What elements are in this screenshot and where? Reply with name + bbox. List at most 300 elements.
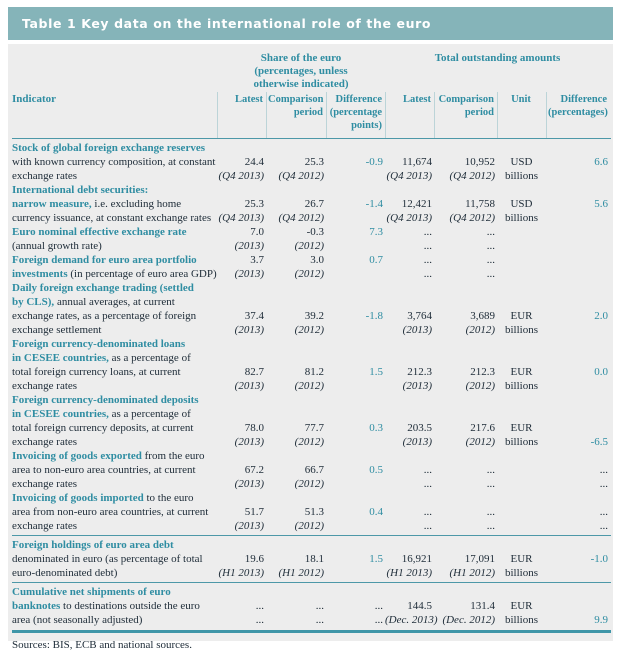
unit-cell bbox=[497, 267, 546, 281]
difference-cell: ... bbox=[599, 478, 608, 490]
indicator-cell bbox=[12, 197, 217, 211]
value-cell: 217.6 bbox=[470, 422, 495, 434]
value-cell: (2013) bbox=[234, 520, 264, 532]
unit-cell: EUR bbox=[510, 553, 533, 565]
value-cell: 11,758 bbox=[465, 198, 495, 210]
value-cell bbox=[266, 351, 326, 365]
value-cell: 144.5 bbox=[407, 600, 432, 612]
difference-cell: 7.3 bbox=[369, 226, 383, 238]
column-header-comparison-share: Comparison period bbox=[266, 92, 326, 138]
indicator-lead-text: banknotes bbox=[12, 600, 61, 612]
difference-cell bbox=[546, 351, 610, 365]
value-cell: ... bbox=[423, 520, 432, 532]
value-cell: (Dec. 2012) bbox=[442, 614, 495, 626]
value-cell bbox=[266, 407, 326, 421]
indicator-text: euro-denominated debt) bbox=[12, 567, 118, 579]
difference-cell bbox=[546, 538, 610, 552]
difference-cell bbox=[546, 295, 610, 309]
column-group-row bbox=[12, 44, 611, 91]
value-cell bbox=[266, 183, 326, 197]
value-cell bbox=[385, 141, 434, 155]
indicator-text: (in percentage of euro area GDP) bbox=[67, 268, 217, 280]
difference-cell bbox=[546, 281, 610, 295]
difference-cell: 6.6 bbox=[594, 156, 608, 168]
difference-cell bbox=[326, 435, 385, 449]
table-row bbox=[12, 225, 611, 253]
indicator-cell bbox=[12, 253, 217, 267]
table-row-line bbox=[12, 267, 611, 281]
difference-cell bbox=[326, 407, 385, 421]
indicator-lead-text: by CLS), bbox=[12, 296, 55, 308]
indicator-text: denominated in euro (as percentage of total bbox=[12, 553, 203, 565]
table-row bbox=[12, 582, 611, 627]
indicator-text: total foreign currency deposits, at current bbox=[12, 422, 194, 434]
table-row-line bbox=[12, 337, 611, 351]
indicator-cell bbox=[12, 183, 217, 197]
value-cell bbox=[434, 407, 497, 421]
difference-cell: 0.0 bbox=[594, 366, 608, 378]
indicator-cell bbox=[12, 463, 217, 477]
difference-cell bbox=[546, 169, 610, 183]
table-row bbox=[12, 449, 611, 491]
table-row-line bbox=[12, 183, 611, 197]
indicator-cell bbox=[12, 566, 217, 580]
value-cell bbox=[266, 295, 326, 309]
table-row bbox=[12, 337, 611, 393]
value-cell bbox=[385, 538, 434, 552]
value-cell: 18.1 bbox=[304, 553, 324, 565]
table-row-line bbox=[12, 197, 611, 211]
table-row-line bbox=[12, 239, 611, 253]
value-cell: ... bbox=[315, 614, 324, 626]
difference-cell: -1.8 bbox=[365, 310, 383, 322]
difference-cell: -1.4 bbox=[365, 198, 383, 210]
value-cell bbox=[266, 491, 326, 505]
indicator-text: exchange rates, as a percentage of foreign bbox=[12, 310, 197, 322]
indicator-lead-text: Foreign demand for euro area portfolio bbox=[12, 254, 197, 266]
value-cell bbox=[217, 491, 266, 505]
indicator-cell bbox=[12, 239, 217, 253]
indicator-text: exchange settlement bbox=[12, 324, 102, 336]
indicator-cell bbox=[12, 435, 217, 449]
table-row-line bbox=[12, 351, 611, 365]
table-row-line bbox=[12, 519, 611, 533]
value-cell bbox=[434, 393, 497, 407]
value-cell bbox=[385, 449, 434, 463]
unit-cell bbox=[497, 295, 546, 309]
indicator-text: exchange rates bbox=[12, 478, 78, 490]
difference-cell bbox=[546, 239, 610, 253]
indicator-lead-text: Daily foreign exchange trading (settled bbox=[12, 282, 194, 294]
column-header-difference-pp: Difference (percentage points) bbox=[326, 92, 385, 138]
column-header-comparison-outstanding: Comparison period bbox=[434, 92, 497, 138]
table-row-line bbox=[12, 538, 611, 552]
value-cell: ... bbox=[486, 268, 495, 280]
difference-cell bbox=[546, 323, 610, 337]
value-cell: (2012) bbox=[294, 436, 324, 448]
column-header-latest-share: Latest bbox=[217, 92, 266, 138]
indicator-lead-text: International debt securities: bbox=[12, 184, 149, 196]
unit-cell bbox=[497, 393, 546, 407]
column-header-indicator: Indicator bbox=[12, 93, 56, 105]
indicator-text: currency issuance, at constant exchange rates bbox=[12, 212, 212, 224]
value-cell bbox=[385, 393, 434, 407]
value-cell: (2013) bbox=[234, 436, 264, 448]
difference-cell bbox=[326, 337, 385, 351]
indicator-lead-text: in CESEE countries, bbox=[12, 352, 109, 364]
indicator-cell bbox=[12, 613, 217, 627]
value-cell: ... bbox=[255, 614, 264, 626]
value-cell: (Q4 2012) bbox=[278, 170, 324, 182]
value-cell bbox=[385, 585, 434, 599]
difference-cell bbox=[326, 585, 385, 599]
value-cell: 67.2 bbox=[244, 464, 264, 476]
value-cell: (Q4 2013) bbox=[218, 212, 264, 224]
value-cell: (2013) bbox=[234, 268, 264, 280]
value-cell: 25.3 bbox=[304, 156, 324, 168]
difference-cell bbox=[326, 538, 385, 552]
indicator-text: annual averages, at current bbox=[54, 296, 175, 308]
indicator-lead-text: Invoicing of goods exported bbox=[12, 450, 142, 462]
indicator-text: exchange rates bbox=[12, 170, 78, 182]
unit-cell: billions bbox=[504, 170, 538, 182]
group-header-share-of-euro: Share of the euro (percentages, unless otherwise indicated) bbox=[253, 52, 349, 90]
group-header-total-outstanding: Total outstanding amounts bbox=[434, 52, 561, 64]
table-row-line bbox=[12, 477, 611, 491]
value-cell bbox=[385, 491, 434, 505]
value-cell: 212.3 bbox=[470, 366, 495, 378]
unit-cell bbox=[497, 505, 546, 519]
table-row-line bbox=[12, 552, 611, 566]
indicator-cell bbox=[12, 491, 217, 505]
value-cell: (2013) bbox=[234, 324, 264, 336]
value-cell: (2012) bbox=[294, 268, 324, 280]
table-title-band bbox=[8, 7, 613, 40]
unit-cell bbox=[497, 239, 546, 253]
table-row-line bbox=[12, 435, 611, 449]
value-cell bbox=[217, 141, 266, 155]
value-cell bbox=[217, 449, 266, 463]
difference-cell bbox=[546, 491, 610, 505]
indicator-text: area from non-euro area countries, at current bbox=[12, 506, 209, 518]
value-cell bbox=[385, 351, 434, 365]
value-cell: (H1 2012) bbox=[278, 567, 324, 579]
unit-cell bbox=[497, 141, 546, 155]
value-cell: (H1 2012) bbox=[449, 567, 495, 579]
value-cell bbox=[434, 538, 497, 552]
indicator-cell bbox=[12, 281, 217, 295]
value-cell bbox=[434, 337, 497, 351]
value-cell bbox=[266, 141, 326, 155]
unit-cell bbox=[497, 225, 546, 239]
value-cell: ... bbox=[315, 600, 324, 612]
value-cell bbox=[217, 393, 266, 407]
indicator-lead-text: Foreign currency-denominated deposits bbox=[12, 394, 199, 406]
difference-cell bbox=[546, 337, 610, 351]
value-cell: 66.7 bbox=[304, 464, 324, 476]
value-cell: (2012) bbox=[294, 240, 324, 252]
value-cell: ... bbox=[423, 464, 432, 476]
difference-cell: ... bbox=[374, 600, 383, 612]
value-cell: (Q4 2013) bbox=[386, 212, 432, 224]
indicator-cell bbox=[12, 477, 217, 491]
value-cell: ... bbox=[486, 240, 495, 252]
value-cell bbox=[217, 337, 266, 351]
value-cell bbox=[266, 538, 326, 552]
value-cell bbox=[385, 407, 434, 421]
unit-cell: EUR bbox=[510, 600, 533, 612]
difference-cell bbox=[326, 211, 385, 225]
indicator-cell bbox=[12, 538, 217, 552]
value-cell: 203.5 bbox=[407, 422, 432, 434]
indicator-cell bbox=[12, 225, 217, 239]
difference-cell bbox=[546, 379, 610, 393]
indicator-text: as a percentage of bbox=[108, 408, 191, 420]
indicator-cell bbox=[12, 585, 217, 599]
unit-cell: USD bbox=[510, 156, 533, 168]
value-cell bbox=[217, 407, 266, 421]
value-cell: ... bbox=[423, 240, 432, 252]
value-cell: 3.7 bbox=[250, 254, 264, 266]
table-row-line bbox=[12, 169, 611, 183]
value-cell: (2013) bbox=[402, 380, 432, 392]
column-header-unit: Unit bbox=[497, 92, 546, 138]
value-cell bbox=[434, 585, 497, 599]
value-cell: ... bbox=[423, 254, 432, 266]
value-cell bbox=[385, 337, 434, 351]
value-cell: ... bbox=[423, 506, 432, 518]
table-row-line bbox=[12, 599, 611, 613]
table-row-line bbox=[12, 407, 611, 421]
difference-cell: 5.6 bbox=[594, 198, 608, 210]
indicator-lead-text: investments bbox=[12, 268, 68, 280]
unit-cell: EUR bbox=[510, 422, 533, 434]
value-cell bbox=[385, 295, 434, 309]
unit-cell bbox=[497, 449, 546, 463]
indicator-cell bbox=[12, 449, 217, 463]
value-cell: (2013) bbox=[234, 478, 264, 490]
value-cell: ... bbox=[255, 600, 264, 612]
value-cell: ... bbox=[486, 478, 495, 490]
difference-cell bbox=[326, 323, 385, 337]
value-cell: 82.7 bbox=[244, 366, 264, 378]
unit-cell: EUR bbox=[510, 310, 533, 322]
value-cell bbox=[434, 183, 497, 197]
indicator-text: exchange rates bbox=[12, 380, 78, 392]
table-row-line bbox=[12, 449, 611, 463]
difference-cell bbox=[546, 267, 610, 281]
value-cell: ... bbox=[423, 478, 432, 490]
difference-cell bbox=[546, 141, 610, 155]
difference-cell bbox=[326, 141, 385, 155]
value-cell: (Q4 2013) bbox=[386, 170, 432, 182]
indicator-text: total foreign currency loans, at current bbox=[12, 366, 181, 378]
value-cell: (2012) bbox=[294, 520, 324, 532]
value-cell: 24.4 bbox=[244, 156, 264, 168]
indicator-lead-text: Stock of global foreign exchange reserves bbox=[12, 142, 205, 154]
difference-cell bbox=[326, 281, 385, 295]
unit-cell bbox=[497, 281, 546, 295]
unit-cell: USD bbox=[510, 198, 533, 210]
value-cell bbox=[266, 393, 326, 407]
indicator-lead-text: Foreign holdings of euro area debt bbox=[12, 539, 174, 551]
value-cell: 19.6 bbox=[244, 553, 264, 565]
unit-cell bbox=[497, 477, 546, 491]
value-cell: ... bbox=[423, 226, 432, 238]
indicator-cell bbox=[12, 295, 217, 309]
table-row bbox=[12, 183, 611, 225]
unit-cell: billions bbox=[504, 324, 538, 336]
value-cell bbox=[385, 281, 434, 295]
indicator-lead-text: Euro nominal effective exchange rate bbox=[12, 226, 187, 238]
table-body bbox=[12, 139, 611, 627]
indicator-text: area to non-euro area countries, at current bbox=[12, 464, 196, 476]
unit-cell bbox=[497, 351, 546, 365]
value-cell: ... bbox=[486, 464, 495, 476]
unit-cell: EUR bbox=[510, 366, 533, 378]
value-cell: 26.7 bbox=[304, 198, 324, 210]
table-row bbox=[12, 141, 611, 183]
table-row bbox=[12, 281, 611, 337]
indicator-text: to the euro bbox=[143, 492, 194, 504]
indicator-text: to destinations outside the euro bbox=[60, 600, 200, 612]
table-row bbox=[12, 491, 611, 533]
unit-cell: billions bbox=[504, 380, 538, 392]
value-cell: 10,952 bbox=[464, 156, 495, 168]
table-footer bbox=[12, 630, 611, 651]
difference-cell: 0.5 bbox=[369, 464, 383, 476]
value-cell: (H1 2013) bbox=[386, 567, 432, 579]
table-row-line bbox=[12, 323, 611, 337]
difference-cell bbox=[326, 169, 385, 183]
sources-note: Sources: BIS, ECB and national sources. bbox=[12, 639, 192, 651]
value-cell: 39.2 bbox=[304, 310, 324, 322]
unit-cell bbox=[497, 463, 546, 477]
table-row-line bbox=[12, 505, 611, 519]
value-cell: 3,689 bbox=[470, 310, 495, 322]
unit-cell bbox=[497, 253, 546, 267]
value-cell bbox=[217, 295, 266, 309]
value-cell: (Dec. 2013) bbox=[385, 614, 438, 626]
indicator-text: i.e. excluding home bbox=[91, 198, 182, 210]
indicator-cell bbox=[12, 267, 217, 281]
difference-cell: -6.5 bbox=[590, 436, 608, 448]
difference-cell: 1.5 bbox=[369, 366, 383, 378]
value-cell: 12,421 bbox=[401, 198, 432, 210]
indicator-cell bbox=[12, 421, 217, 435]
difference-cell: 2.0 bbox=[594, 310, 608, 322]
difference-cell bbox=[546, 393, 610, 407]
value-cell: 3.0 bbox=[310, 254, 324, 266]
value-cell: 11,674 bbox=[402, 156, 432, 168]
value-cell: ... bbox=[423, 268, 432, 280]
table-row-line bbox=[12, 379, 611, 393]
indicator-lead-text: narrow measure, bbox=[12, 198, 92, 210]
unit-cell bbox=[497, 183, 546, 197]
unit-cell bbox=[497, 519, 546, 533]
value-cell: 77.7 bbox=[304, 422, 324, 434]
unit-cell bbox=[497, 538, 546, 552]
table-row-line bbox=[12, 309, 611, 323]
difference-cell bbox=[546, 407, 610, 421]
value-cell: 37.4 bbox=[244, 310, 264, 322]
indicator-text: exchange rates bbox=[12, 436, 78, 448]
table-row-line bbox=[12, 225, 611, 239]
difference-cell bbox=[326, 566, 385, 580]
indicator-cell bbox=[12, 552, 217, 566]
table-header bbox=[12, 44, 611, 139]
difference-cell bbox=[546, 225, 610, 239]
difference-cell bbox=[326, 239, 385, 253]
value-cell: 25.3 bbox=[244, 198, 264, 210]
value-cell: ... bbox=[486, 254, 495, 266]
table-row-line bbox=[12, 585, 611, 599]
value-cell: ... bbox=[486, 520, 495, 532]
table-row-line bbox=[12, 365, 611, 379]
difference-cell bbox=[546, 183, 610, 197]
value-cell: 3,764 bbox=[407, 310, 432, 322]
difference-cell: 1.5 bbox=[369, 553, 383, 565]
table-row-line bbox=[12, 141, 611, 155]
value-cell bbox=[434, 281, 497, 295]
value-cell: ... bbox=[486, 506, 495, 518]
value-cell bbox=[434, 141, 497, 155]
unit-cell bbox=[497, 407, 546, 421]
value-cell bbox=[434, 491, 497, 505]
value-cell: (Q4 2013) bbox=[218, 170, 264, 182]
indicator-text: area (not seasonally adjusted) bbox=[12, 614, 143, 626]
indicator-text: (annual growth rate) bbox=[12, 240, 102, 252]
difference-cell: 0.4 bbox=[369, 506, 383, 518]
indicator-text: as a percentage of bbox=[108, 352, 191, 364]
difference-cell: -1.0 bbox=[590, 553, 608, 565]
difference-cell bbox=[326, 491, 385, 505]
value-cell bbox=[217, 281, 266, 295]
unit-cell: billions bbox=[504, 436, 538, 448]
difference-cell bbox=[326, 267, 385, 281]
value-cell: (Q4 2012) bbox=[449, 170, 495, 182]
indicator-lead-text: Cumulative net shipments of euro bbox=[12, 586, 171, 598]
table-title: Table 1 Key data on the international role of the euro bbox=[22, 16, 432, 31]
table-row-line bbox=[12, 253, 611, 267]
value-cell: ... bbox=[486, 226, 495, 238]
value-cell: 131.4 bbox=[470, 600, 495, 612]
unit-cell bbox=[497, 491, 546, 505]
table-row-line bbox=[12, 463, 611, 477]
difference-cell: ... bbox=[599, 506, 608, 518]
difference-cell bbox=[546, 449, 610, 463]
table-row-line bbox=[12, 491, 611, 505]
table-row-line bbox=[12, 393, 611, 407]
indicator-cell bbox=[12, 211, 217, 225]
difference-cell bbox=[326, 379, 385, 393]
value-cell bbox=[434, 295, 497, 309]
unit-cell: billions bbox=[504, 614, 538, 626]
value-cell: (2012) bbox=[465, 436, 495, 448]
value-cell: (2012) bbox=[294, 324, 324, 336]
indicator-cell bbox=[12, 309, 217, 323]
indicator-cell bbox=[12, 323, 217, 337]
value-cell: 51.7 bbox=[244, 506, 264, 518]
difference-cell bbox=[326, 477, 385, 491]
table-row-line bbox=[12, 211, 611, 225]
value-cell bbox=[266, 585, 326, 599]
table-row bbox=[12, 253, 611, 281]
table-row bbox=[12, 535, 611, 580]
difference-cell: 9.9 bbox=[594, 614, 608, 626]
value-cell: 78.0 bbox=[244, 422, 264, 434]
difference-cell bbox=[326, 351, 385, 365]
